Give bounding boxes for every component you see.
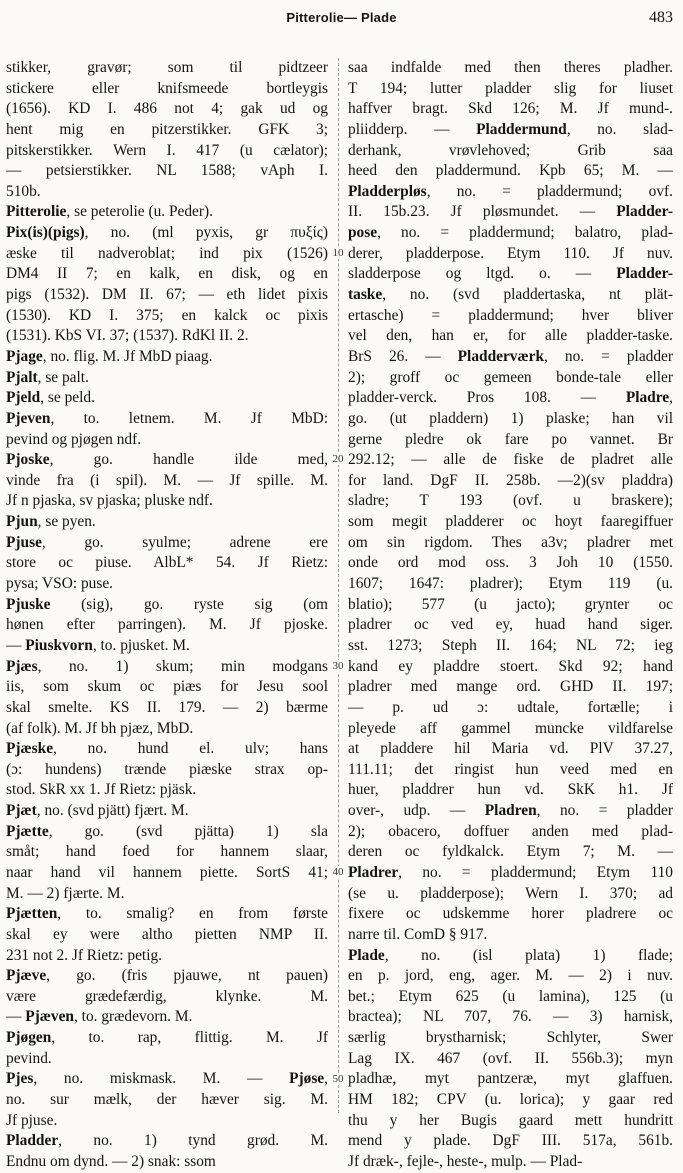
left-column-line: (af folk). M. Jf bh pjæz, MbD. bbox=[6, 719, 194, 737]
right-column-line: særlig brystharnisk; Schlyter, Swer bbox=[348, 1029, 673, 1047]
right-column-line: mend y plade. DgF III. 517a, 561b. bbox=[348, 1132, 673, 1150]
margin-line-number: 20 bbox=[329, 453, 347, 465]
left-column-line: pigs (1532). DM II. 67; — eth lidet pixis bbox=[6, 286, 328, 304]
margin-line-number: 50 bbox=[329, 1073, 347, 1085]
right-column-line: gerne pledre ok fare po vannet. Br bbox=[348, 430, 673, 448]
left-column-line: pitskerstikker. Wern I. 417 (u cælator); bbox=[6, 141, 328, 159]
left-column-line: Pjoske, go. handle ilde med, bbox=[6, 451, 328, 469]
right-column-line: for land. DgF II. 258b. —2)(sv pladdra) bbox=[348, 471, 673, 489]
left-column-line: Pjage, no. flig. M. Jf MbD piaag. bbox=[6, 347, 213, 365]
right-column-line: sladderpose og ltgd. o. — Pladder- bbox=[348, 265, 673, 283]
right-column-line: 1607; 1647: pladrer); Etym 119 (u. bbox=[348, 575, 673, 593]
right-column-line: huer, pladdrer hun vd. SkK h1. Jf bbox=[348, 781, 673, 799]
margin-line-number: 30 bbox=[329, 660, 347, 672]
left-column-line: Pjeven, to. letnem. M. Jf MbD: bbox=[6, 409, 328, 427]
left-column-line: — petsierstikker. NL 1588; vAph I. bbox=[6, 162, 328, 180]
left-column-line: iis, som skum oc piæs for Jesu sool bbox=[6, 678, 328, 696]
left-column-line: Pjes, no. miskmask. M. — Pjøse, bbox=[6, 1070, 328, 1088]
left-column-line: skal smelte. KS II. 179. — 2) bærme bbox=[6, 698, 328, 716]
left-column-line: store oc piuse. AlbL* 54. Jf Rietz: bbox=[6, 554, 328, 572]
right-column-line: at pladdere hil Maria vd. PlV 37.27, bbox=[348, 740, 673, 758]
left-column-line: Endnu om dynd. — 2) snak: ssom bbox=[6, 1152, 216, 1170]
right-column bbox=[348, 58, 673, 1173]
right-column-line: heed den pladdermund. Kpb 65; M. — bbox=[348, 162, 673, 180]
left-column-line: Pjuse, go. syulme; adrene ere bbox=[6, 533, 328, 551]
right-column-line: taske, no. (svd pladdertaska, nt plät- bbox=[348, 286, 673, 304]
right-column-line: Pladrer, no. = pladdermund; Etym 110 bbox=[348, 863, 673, 881]
left-column-line: Pjæske, no. hund el. ulv; hans bbox=[6, 740, 328, 758]
left-column-line: Pjæs, no. 1) skum; min modgans bbox=[6, 657, 328, 675]
left-column-line: pysa; VSO: puse. bbox=[6, 575, 114, 593]
right-column-line: som megit pladderer oc hoyt faaregiffuer bbox=[348, 513, 673, 531]
right-column-line: Jf dræk-, fejle-, heste-, mulp. — Plad- bbox=[348, 1152, 583, 1170]
left-column-line: Pix(is)(pigs), no. (ml pyxis, gr πυξίς) bbox=[6, 224, 328, 242]
left-column-line: Pjuske (sig), go. ryste sig (om bbox=[6, 595, 328, 613]
right-column-line: Pladderpløs, no. = pladdermund; ovf. bbox=[348, 182, 673, 200]
left-column-line: — Piuskvorn, to. pjusket. M. bbox=[6, 636, 190, 654]
right-column-line: deren oc fyldkalck. Etym 7; M. — bbox=[348, 843, 673, 861]
right-column-line: onde ord mod oss. 3 Joh 10 (1550. bbox=[348, 554, 673, 572]
right-column-line: 2); obacero, doffuer anden med plad- bbox=[348, 822, 673, 840]
right-column-line: 111.11; det ringist hun veed med en bbox=[348, 760, 673, 778]
left-column-line: stikker, gravør; som til pidtzeer bbox=[6, 59, 328, 76]
left-column-line: DM4 II 7; en kalk, en disk, og en bbox=[6, 265, 328, 283]
right-column-line: blatio); 577 (u jacto); grynter oc bbox=[348, 595, 673, 613]
page-number: 483 bbox=[649, 9, 673, 26]
right-column-line: derer, pladderpose. Etym 110. Jf nuv. bbox=[348, 244, 673, 262]
right-column-line: sst. 1273; Steph II. 164; NL 72; ieg bbox=[348, 636, 673, 654]
right-column-line: pose, no. = pladdermund; balatro, plad- bbox=[348, 224, 673, 242]
left-column-line: Pjætte, go. (svd pjätta) 1) sla bbox=[6, 822, 328, 840]
right-column-line: pladrer med mange ord. GHD II. 197; bbox=[348, 678, 673, 696]
right-column-line: 292.12; — alle de fiske de pladret alle bbox=[348, 451, 673, 469]
right-column-line: Lag IX. 467 (ovf. II. 556b.3); myn bbox=[348, 1049, 673, 1067]
right-column-line: HM 182; CPV (u. lorica); y gaar red bbox=[348, 1091, 673, 1109]
left-column-line: småt; hand foed for hannem slaar, bbox=[6, 843, 328, 861]
right-column-line: 2); groff oc gemeen bonde-tale eller bbox=[348, 368, 673, 386]
left-column-line: pevind. bbox=[6, 1049, 52, 1067]
running-title: Pitterolie— Plade bbox=[286, 10, 397, 25]
right-column-line: over-, udp. — Pladren, no. = pladder bbox=[348, 802, 673, 820]
right-column-line: go. (ut pladdern) 1) plaske; han vil bbox=[348, 409, 673, 427]
left-column-line: pevind og pjøgen ndf. bbox=[6, 430, 142, 448]
left-column-line: Pjeld, se peld. bbox=[6, 389, 95, 407]
left-column-line: hent mig en pitzerstikker. GFK 3; bbox=[6, 120, 328, 138]
right-column-line: pliidderp. — Pladdermund, no. slad- bbox=[348, 120, 674, 138]
right-column-line: en p. jord, eng, ager. M. — 2) i nuv. bbox=[348, 967, 673, 985]
left-column-line: skal ey were altho pietten NMP II. bbox=[6, 925, 328, 943]
left-column-line: Pjæve, go. (fris pjauwe, nt pauen) bbox=[6, 967, 328, 985]
right-column-line: kand ey pladdre stoert. Skd 92; hand bbox=[348, 657, 673, 675]
right-column-line: pladhæ, myt pantzeræ, myt glaffuen. bbox=[348, 1070, 673, 1088]
right-column-line: haffver bragt. Skd 126; M. Jf mund-. bbox=[348, 100, 673, 118]
left-column-line: stickere eller knifsmeede bortleygis bbox=[6, 79, 328, 97]
left-column-line: Jf n pjaska, sv pjaska; pluske ndf. bbox=[6, 492, 213, 510]
right-column-line: vel den, han er, for alle pladder-taske. bbox=[348, 327, 673, 345]
right-column-line: — p. ud ɔ: udtale, fortælle; i bbox=[348, 698, 673, 716]
right-column-line: bractea); NL 707, 76. — 3) harnisk, bbox=[348, 1008, 673, 1026]
left-column-line: (1656). KD I. 486 not 4; gak ud og bbox=[6, 100, 328, 118]
left-column-line: hønen efter parringen). M. Jf pjoske. bbox=[6, 616, 328, 634]
right-column-line: saa indfalde med then theres pladher. bbox=[348, 59, 673, 76]
left-column-line: — Pjæven, to. grædevorn. M. bbox=[6, 1008, 193, 1026]
right-column-line: derhank, vrøvlehoved; Grib saa bbox=[348, 141, 673, 159]
left-column-line: no. sur mælk, der hæver sig. M. bbox=[6, 1091, 328, 1109]
right-column-line: om sin rigdom. Thes a3v; pladrer met bbox=[348, 533, 673, 551]
left-column-line: stod. SkR xx 1. Jf Rietz: pjäsk. bbox=[6, 781, 197, 799]
left-column-line: Pjalt, se palt. bbox=[6, 368, 89, 386]
left-column-line: M. — 2) fjærte. M. bbox=[6, 884, 125, 902]
right-column-line: pladder-verck. Pros 108. — Pladre, bbox=[348, 389, 673, 407]
column-divider bbox=[338, 58, 339, 1113]
left-column-line: æske til nadveroblat; ind pix (1526) bbox=[6, 244, 328, 262]
margin-line-number: 10 bbox=[329, 247, 347, 259]
right-column-line: Plade, no. (isl plata) 1) flade; bbox=[348, 946, 673, 964]
right-column-line: ertasche) = pladdermund; hver bliver bbox=[348, 306, 673, 324]
left-column-line: 231 not 2. Jf Rietz: petig. bbox=[6, 946, 163, 964]
left-column-line: naar hand vil hannem piette. SortS 41; bbox=[6, 863, 328, 881]
left-column-line: (ɔ: hundens) trænde piæske strax op- bbox=[6, 760, 328, 778]
left-column-line: Jf pjuse. bbox=[6, 1111, 58, 1129]
left-column-line: være grædefærdig, klynke. M. bbox=[6, 987, 328, 1005]
left-column-line: Pjætten, to. smalig? en from første bbox=[6, 905, 328, 923]
right-column-line: (se u. pladderpose); Wern I. 370; ad bbox=[348, 884, 673, 902]
left-column-line: Pitterolie, se peterolie (u. Peder). bbox=[6, 203, 213, 221]
right-column-line: bet.; Etym 625 (u lamina), 125 (u bbox=[348, 987, 673, 1005]
right-column-line: fixere oc udskemme horer pladrere oc bbox=[348, 905, 673, 923]
right-column-line: sladre; T 193 (ovf. u braskere); bbox=[348, 492, 673, 510]
left-column-line: 510b. bbox=[6, 182, 41, 200]
right-column-line: thu y her Bugis gaard mett hundritt bbox=[348, 1111, 673, 1129]
left-column bbox=[6, 58, 328, 1173]
page-header bbox=[0, 8, 683, 32]
right-column-line: T 194; lutter pladder slig for liuset bbox=[348, 79, 673, 97]
left-column-line: Pladder, no. 1) tynd grød. M. bbox=[6, 1132, 328, 1150]
left-column-line: Pjun, se pyen. bbox=[6, 513, 96, 531]
right-column-line: narre til. ComD § 917. bbox=[348, 925, 488, 943]
right-column-line: pleyede aff gammel muncke vildfarelse bbox=[348, 719, 673, 737]
margin-line-number: 40 bbox=[329, 866, 347, 878]
left-column-line: vinde fra (i spil). M. — Jf spille. M. bbox=[6, 471, 328, 489]
left-column-line: (1531). KbS VI. 37; (1537). RdKl II. 2. bbox=[6, 327, 249, 345]
left-column-line: Pjæt, no. (svd pjätt) fjært. M. bbox=[6, 802, 189, 820]
right-column-line: pladrer oc ved ey, huad hand siger. bbox=[348, 616, 673, 634]
right-column-line: II. 15b.23. Jf pløsmundet. — Pladder- bbox=[348, 203, 673, 221]
right-column-line: BrS 26. — Pladderværk, no. = pladder bbox=[348, 347, 673, 365]
left-column-line: (1530). KD I. 375; en kalck oc pixis bbox=[6, 306, 328, 324]
left-column-line: Pjøgen, to. rap, flittig. M. Jf bbox=[6, 1029, 328, 1047]
